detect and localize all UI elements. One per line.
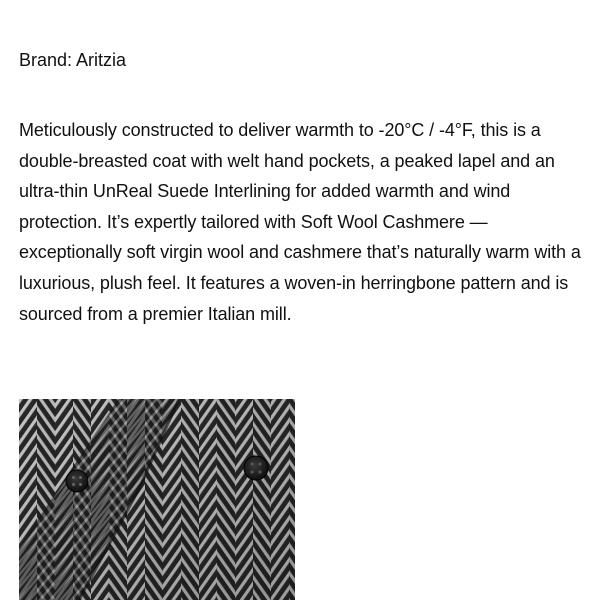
coat-button-left: [66, 470, 88, 492]
product-image: [19, 399, 295, 600]
coat-herringbone-photo: [19, 399, 295, 600]
coat-button-right: [244, 456, 268, 480]
product-description: Meticulously constructed to deliver warmth to -20°C / -4°F, this is a double-breasted coat with welt hand pockets, a peaked lapel and an ultra-thin UnReal Suede Interlining for added warmth and wind protection. It’s expertly tailored with Soft Wool Cashmere — exceptionally soft virgin wool and cashmere that’s naturally warm with a luxurious, plush feel. It features a woven-in herringbone pattern and is sourced from a premier Italian mill.: [19, 120, 581, 324]
brand-label: Brand: Aritzia: [19, 50, 127, 70]
